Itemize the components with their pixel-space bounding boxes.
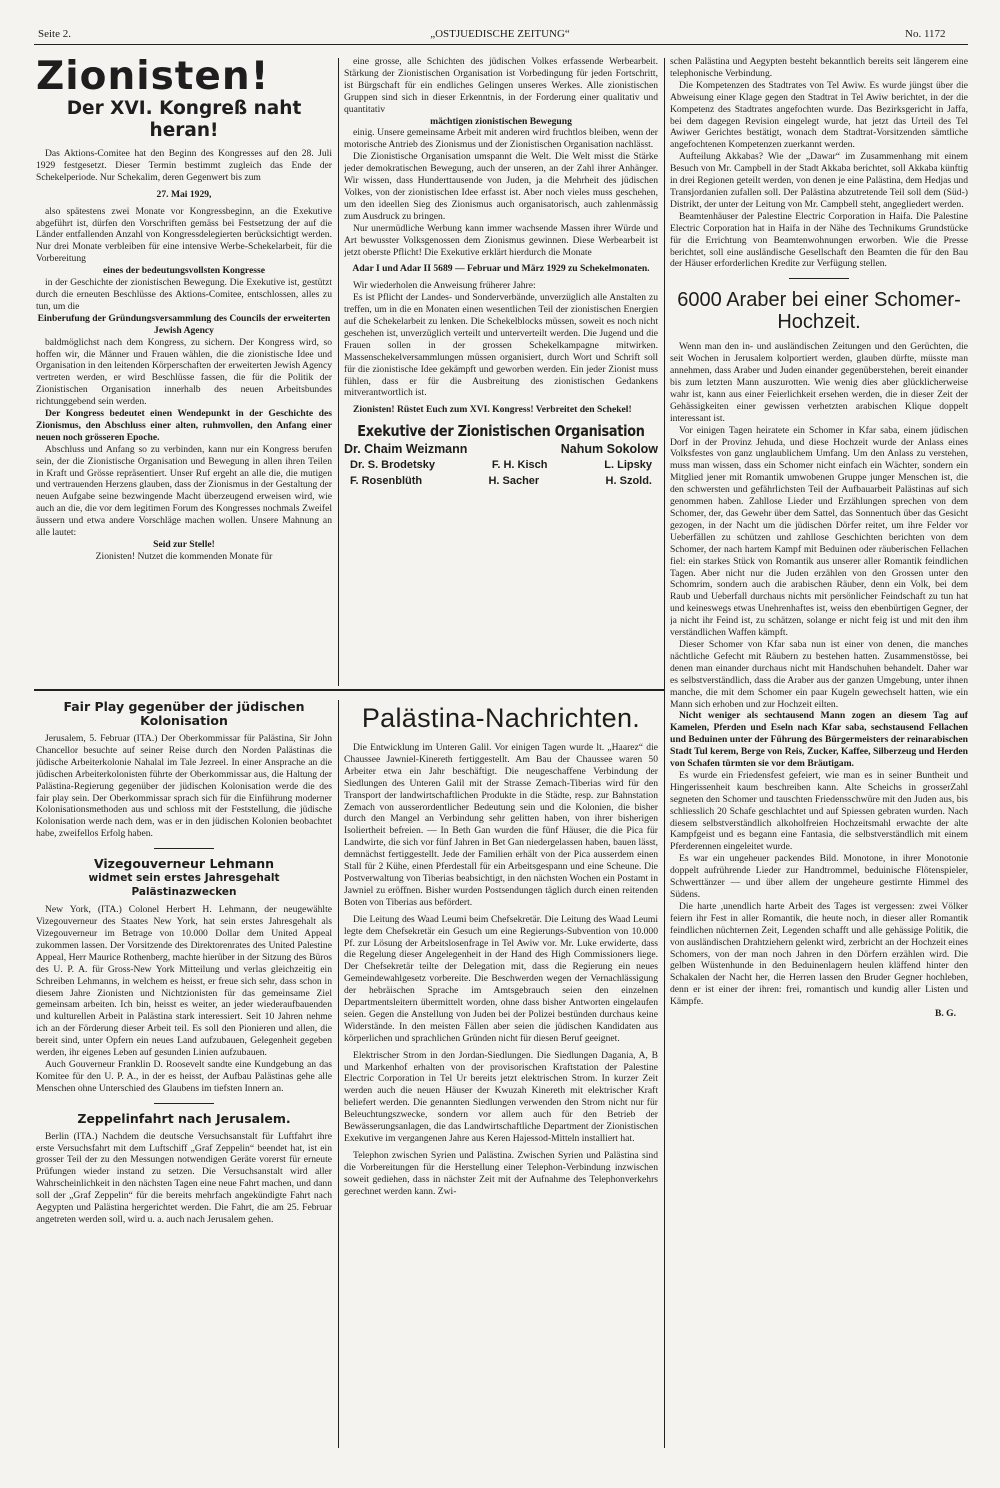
paragraph: in der Geschichte der zionistischen Bewegung. Die Exekutive ist, gestützt durch die erneuten Beschlüsse des Aktions-Comitee, entschlossen, alles zu tun, um die (36, 277, 332, 312)
signatory: Dr. S. Brodetsky (350, 459, 435, 472)
newspaper-name: „OSTJUEDISCHE ZEITUNG“ (430, 28, 570, 40)
author-signature: B. G. (934, 1008, 956, 1020)
emphasis: Adar I und Adar II 5689 — Februar und März 1929 zu Schekelmonaten. (352, 263, 650, 275)
bottom-left-column (36, 700, 332, 1450)
signatory: Nahum Sokolow (560, 442, 658, 457)
paragraph: Jerusalem, 5. Februar (ITA.) Der Oberkommissar für Palästina, Sir John Chancellor besuchte auf seiner Reise durch den Norden Palästinas die jüdische Arbeiterkolonie Nahalal im Tale Jezreel. In einer Ansprache an die jüdischen Arbeiterkolonisten führte der Oberkommissar aus, die Haltung der Palästina-Regierung gegenüber der jüdischen Kolonisation werde die des fair play sein. Der Oberkommissar sprach sich für die Einführung moderner Kolonisationsmethoden aus und schloss mit der Feststellung, die jüdische Kolonisation werde nach dem, was er in den jüdischen Kolonien beobachtet habe, zweifellos Erfolg haben. (36, 733, 332, 840)
headline-palaestina-nachrichten: Palästina-Nachrichten. (361, 703, 641, 733)
header-rule (34, 44, 968, 45)
signatory: L. Lipsky (604, 459, 652, 472)
paragraph: Zionisten! Nutzet die kommenden Monate für (95, 550, 273, 562)
short-rule (154, 848, 214, 849)
news-item: Elektrischer Strom in den Jordan-Siedlungen. Die Siedlungen Dagania, A, B und Markenhof erhalten von der provisorischen Kraftstation der Palestine Electric Corporation in Tel Ur bereits jetzt elektrischen Strom. In kurzer Zeit werden auch die neuen Häuser der Kwuzah Kinereth mit elektrischer Kraft beliefert werden. Die genannten Siedlungen verwenden den Strom nicht nur für Beleuchtungszwecke, sondern vor allem auch für den Betrieb der Bewässerungsanlagen, die das Landwirtschaftliche Department der Zionistischen Exekutive im vergangenen Jahre aus Keren Hajessod-Mitteln installiert hat. (344, 1049, 658, 1144)
emphasis: Nicht weniger als sechtausend Mann zogen an diesem Tag auf Kamelen, Pferden und Eseln nach Kfar saba, sechstausend Fellachen und Beduinen unter der Führung des Bürgermeisters der reinarabischen Stadt Tul kerem, Berge von Reis, Zucker, Kaffee, Silberzeug und Herden von Schafen türmten sie vor dem Bräutigam. (670, 710, 968, 770)
column-divider (664, 58, 665, 1448)
signatory: H. Sacher (488, 475, 540, 488)
news-item: Aufteilung Akkabas? Wie der „Dawar“ im Zusammenhang mit einem Besuch von Mr. Campbell in der Stadt Akkaba berichtet, soll Akkaba künftig in drei Regionen geteilt werden, von denen je eine Palästina, dem Hedjas und Transjordanien zufallen soll. Der Palästina abzutretende Teil soll dem (Süd-) Distrikt, der unter der Leitung von Mr. Campbell steht, angegliedert werden. (670, 151, 968, 210)
issue-number: No. 1172 (905, 28, 946, 40)
news-item: Beamtenhäuser der Palestine Electric Corporation in Haifa. Die Palestine Electric Corporation hat in Haifa in der Nähe des Technikums Grundstücke für die Errichtung von Beamtenwohnungen erworben. Wie die Presse berichtet, soll eine ausländische Gesellschaft den Beamten die für den Bau der Häuser erforderlichen Kredite zur Verfügung stellen. (670, 210, 968, 270)
news-item: Telephon zwischen Syrien und Palästina. Zwischen Syrien und Palästina sind die Vorbereitungen für die Herstellung einer Telephon-Verbindung inzwischen soweit gediehen, dass in nächster Zeit mit der Aufnahme des Telephonverkehrs gerechnet werden kann. Zwi- (344, 1149, 658, 1197)
date-highlight: 27. Mai 1929, (156, 188, 212, 200)
signatory: F. H. Kisch (491, 459, 548, 472)
short-rule (154, 1103, 214, 1104)
paragraph: schen Palästina und Aegypten besteht bekanntlich bereits seit längerem eine telephonische Verbindung. (670, 56, 968, 79)
signatories (344, 441, 658, 489)
zionisten-article (36, 56, 332, 686)
emphasis: eines der bedeutungsvollsten Kongresse (103, 265, 265, 277)
paragraph: baldmöglichst nach dem Kongress, zu sichern. Der Kongress wird, so hoffen wir, die Männer und Frauen wählen, die die zionistische Idee und Organisation in den leitenden Körperschaften der erweiterten Jewish Agency vertreten werden, er wird Beschlüsse fassen, die für die Politik der Zionistischen Organisation innerhalb des neuen Arbeitsbundes richtunggebend sein werden. (36, 336, 332, 408)
signatory: Dr. Chaim Weizmann (344, 442, 468, 457)
paragraph: Die Zionistische Organisation umspannt die Welt. Die Welt misst die Stärke jeder demokratischen Bewegung, auch der unseren, an der Zahl ihrer Anhänger. Wir wissen, dass Hunderttausende von Juden, ja die Mehrheit des jüdischen Volkes, von der zionistischen Idee erfasst ist. Aber noch vieles muss geschehen, um den ideellen Sieg des Zionismus auch organisatorisch, auch zahlenmässig zum Ausdruck zu bringen. (344, 151, 658, 222)
emphasis: mächtigen zionistischen Bewegung (430, 115, 572, 127)
paragraph: Es war ein ungeheuer packendes Bild. Monotone, in ihrer Monotonie doppelt aufrührende Lieder zur Handtrommel, beduinische Flötenspieler, Schwerttänzer — und über allem der ungeheure gestirnte Himmel des Südens. (670, 853, 968, 900)
signatory: H. Szold. (605, 475, 652, 488)
section-rule (34, 689, 664, 691)
headline-fair-play: Fair Play gegenüber der jüdischen Kolonisation (63, 700, 305, 728)
signatory: F. Rosenblüth (350, 475, 423, 488)
paragraph: einig. Unsere gemeinsame Arbeit mit anderen wird fruchtlos bleiben, wenn der motorische Antrieb des Zionismus und der Zionistischen Organisation nachlässt. (344, 127, 658, 151)
column-divider (338, 58, 339, 686)
news-item: Die Leitung des Waad Leumi beim Chefsekretär. Die Leitung des Waad Leumi legte dem Chefsekretär ein Gesuch um eine Regierungs-Subvention von 10.000 Pf. zur Lösung der Arbeitslosenfrage in Tel Awiw vor. Mr. Luke erwiderte, dass die Regelung dieser Angelegenheit in der Hand des High Commissioners liege. Der Chefsekretär teilte der Delegation mit, dass die Regierung ein neues Gemeindewahlgesetz vorbereite. Die Beschwerden wegen der Vernachlässigung der hebräischen Sprache im Amtsgebrauch seien den einzelnen Departmentsleitern übermittelt worden, ohne dass bisher Antworten eingelaufen seien. Gegen die Anstellung von Juden bei der Polizei bestünden durchaus keine Widerstände. In den meisten Fällen aber seien die jüdischen Kandidaten aus körperlichen und sprachlichen Gründen nicht für diesen Beruf geeignet. (344, 913, 658, 1044)
paragraph: New York, (ITA.) Colonel Herbert H. Lehmann, der neugewählte Vizegouverneur des Staates New York, hat sein erstes Jahresgehalt als Vizegouverneur im Betrage von 10.000 Dollar dem United Appeal zukommen lassen. Der Vorsitzende des Direktorenrates des United Palestine Appeal, Herr Maurice Rothenberg, machte hierüber in der Sitzung des Büros des U. P. A. für Gross-New York Mitteilung und verlas gleichzeitig ein Schreiben Lehmanns, in welchem es heisst, er freue sich sehr, dass schon in diesem Jahre Zionisten und Nichtzionisten für das gemeinsame Ziel gemeinsam arbeiten. Ich bin, heisst es weiter, an jeder wiederaufbauenden und kulturellen Arbeit in Palästina stark interessiert. Seit 10 Jahren nehme ich an der Förderung dieser Arbeit teil. Es soll den Pionieren und allen, die bereit sind, unter Opfern ein neues Land aufzubauen, Gelegenheit gegeben werden, ihr eigenes Leben auf gesunden Linien aufzubauen. (36, 904, 332, 1059)
paragraph: Die harte ,unendlich harte Arbeit des Tages ist vergessen: zwei Völker feiern ihr Fest in aller Romantik, die heute noch, in dieser aller Romantik feindlichen nüchternen Zeit, Legenden schafft und alle gehässige Politik, die von ausländischen Drahtziehern gelenkt wird, zerbricht an der Hochzeit eines Schomers, von der man noch Jahren in den Dörfern erzählen wird. Die gelben Wüstenhunde in den Beduinenlagern heulen kläffend hinter den Schakalen der Nacht her, die Herren lassen den Bruder Gegner hochleben, denn er ist einer der ihren: frei, romantisch und kundig aller Listen und Kämpfe. (670, 900, 968, 1008)
paragraph: Dieser Schomer von Kfar saba nun ist einer von denen, die manches nächtliche Gefecht mit Räubern zu bestehen hatten. Zusammenstösse, bei denen man einander durchaus nicht mit Handschuhen behandelt. Daher war es selbstverständlich, dass die Araber aus der ganzen Umgebung, unter ihnen manche, die mit dem Schomer ein paar Kugeln gewechselt hatten, wie ein Mann sich erhoben und zur Hochzeit eilten. (670, 638, 968, 710)
paragraph: Nur unermüdliche Werbung kann immer wachsende Massen ihrer Würde und Art bewusster Volksgenossen dem Zionismus gewinnen. Diese Werbearbeit ist jetzt oberste Pflicht! Die Exekutive erklärt hierdurch die Monate (344, 222, 658, 258)
exekutive-title: Exekutive der Zionistischen Organisation (357, 422, 645, 441)
headline-zeppelin: Zeppelinfahrt nach Jerusalem. (77, 1110, 291, 1126)
short-rule (789, 278, 849, 279)
paragraph: Es wurde ein Friedensfest gefeiert, wie man es in seiner Buntheit und Hingerissenheit kaum beschreiben kann. Alte Scheichs in grosserZahl segneten den Schomer und tauschten Friedensschwüre mit den Juden aus, bis schliesslich 20 Schafe geschlachtet und auf Spiessen gebraten wurden. Nach diesem selbstverständlich alkoholfreien Hochzeitsmahl erwachte der alte Kampfgeist und es begann eine Fantasia, die selbstverständlich mit einem Pferderennen eingeleitet wurde. (670, 769, 968, 853)
emphasis: Seid zur Stelle! (153, 539, 215, 550)
paragraph: Abschluss und Anfang so zu verbinden, kann nur ein Kongress berufen sein, der die Zionistische Organisation und Bewegung in allen ihren Teilen in Kraft und Grösse repräsentiert. Unser Ruf ergeht an alle die, die mutigen und vertrauenden Herzens glauben, dass der Zionismus in der Gestaltung der neuen Aufgabe seine bezwingende Macht überzeugend erweisen wird, wie auch an die, die vor dem legitimen Forum des Kongresses nochmals Zweifel äussern und etwa andere Vorschläge machen wollen. Unsere Mahnung an alle lautet: (36, 443, 332, 539)
headline-schomer-hochzeit: 6000 Araber bei einer Schomer-Hochzeit. (677, 289, 961, 334)
emphasis: Einberufung der Gründungsversammlung des Councils der erweiterten Jewish Agency (37, 312, 331, 336)
paragraph: Auch Gouverneur Franklin D. Roosevelt sandte eine Kundgebung an das Komitee für den U. P. A., in der es heisst, der Aufbau Palästinas gehe alle Menschen ohne Unterschied des Glaubens im tiefsten Innern an. (36, 1058, 332, 1094)
news-item: Die Entwicklung im Unteren Galil. Vor einigen Tagen wurde lt. „Haarez“ die Chaussee Jawniel-Kinereth fertiggestellt. Am Bau der Chaussee waren 50 Arbeiter etwa ein Jahr beschäftigt. Die neugeschaffene Verbindung der Siedlungen des Unteren Galil mit der Strasse Zemach-Tiberias wird für den Transport der landwirtschaftlichen Produkte in die Städte, resp. zur Bahnstation Zemach von ausserordentlicher Bedeutung sein und die Kolonien, die bisher durch den Mangel an Verbindung sehr gelitten haben, von ihrer bisherigen Isoliertheit befreien. — In Beth Gan wurden die fünf Häuser, die die Pica für Landwirte, die sich vor fünf Jahren in Bet Gan niedergelassen haben, bauen lässt, demnächst fertiggestellt. Jede der Familien erhält von der Pica ausserdem einen Stall für 2 Kühe, einen Pferdestall für ein Arbeitsgespann und eine Scheune. Die Postverwaltung von Tiberias beabsichtigt, in den nächsten Wochen ein Postamt in Jawniel zu eröffnen. Bisher wurden Postsendungen täglich durch einen reitenden Boten von Tiberias aus befördert. (344, 742, 658, 908)
paragraph: Wir wiederholen die Anweisung früherer Jahre: (353, 280, 536, 292)
paragraph: also spätestens zwei Monate vor Kongressbeginn, an die Exekutive abgeführt ist, dürfen den Vorschriften gemäss bei Festsetzung der auf die Länder entfallenden Anzahl von Kongressdelegierten berücksichtigt werden. Nur drei Monate verbleiben für eine intensive Werbe-Schekelarbeit, für die Vorbereitung (36, 205, 332, 265)
page-number: Seite 2. (38, 28, 71, 40)
emphasis: Der Kongress bedeutet einen Wendepunkt in der Geschichte des Zionismus, den Abschluss einer alten, ruhmvollen, den Anfang einer neuen noch grösseren Epoche. (36, 408, 332, 443)
palaestina-nachrichten (344, 700, 658, 1450)
headline-kongress: Der XVI. Kongreß naht heran! (66, 98, 302, 141)
subheadline-lehmann: widmet sein erstes Jahresgehalt Palästinazwecken (88, 872, 280, 899)
paragraph: Das Aktions-Comitee hat den Beginn des Kongresses auf den 28. Juli 1929 festgesetzt. Dieser Termin bestimmt zugleich das Ende der Schekelperiode. Nur Schekalim, deren Gegenwert bis zum (36, 148, 332, 183)
right-column (670, 56, 968, 1448)
headline-lehmann: Vizegouverneur Lehmann (93, 856, 275, 872)
paragraph: Wenn man den in- und ausländischen Zeitungen und den Gerüchten, die seit Wochen in Jerusalem kolportiert werden, glauben dürfte, müsste man annehmen, dass Araber und Juden einander gegenüberstehen, bereit einander bis zum letzten Mann auszurotten. Wie wenig dies aber glücklicherweise wahr ist, kann aus einer Feierlichkeit ersehen werden, die in dieser Zeit der Gehässigkeiten einer gewissen verhetzten arabischen Klique doppelt interessant ist. (670, 341, 968, 424)
column-divider (338, 700, 339, 1448)
zionisten-article-continued (344, 56, 658, 686)
headline-zionisten: Zionisten! (36, 56, 270, 99)
news-item: Die Kompetenzen des Stadtrates von Tel Awiw. Es wurde jüngst über die Abweisung einer Klage gegen den Stadtrat in Tel Awiw berichtet, in der die Kompetenz des Stadtrates angefochten wurde. Das Bezirksgericht in Jaffa, bei dem dagegen Revision eingelegt wurde, hat jetzt das Urteil des Tel Awiwer Gerichtes bestätigt, wonach dem Stadtrat-Vorsitzenden sämtliche angefochtenen Kompetenzen zuerkannt werden. (670, 79, 968, 151)
paragraph: Es ist Pflicht der Landes- und Sonderverbände, unverzüglich alle Anstalten zu treffen, um in die en Monaten einen wesentlichen Teil der zionistischen Energien auf die Schekelarbeit zu lenken. Die Schekelblocks müssen, soweit es noch nicht geschehen ist, unverzüglich verteilt und unterverteilt werden. Die Jugend und die Frauen sollen in der grossen Schekelkampagne mitwirken. Massenschekelversammlungen müssen organisiert, durch Wort und Schrift soll für die zionistische Idee gekämpft und geworben werden. Ein jeder Zionist muss fühlen, dass er für die Ausbreitung des zionistischen Gedankens mitverantwortlich ist. (344, 292, 658, 399)
call-to-action: Zionisten! Rüstet Euch zum XVI. Kongress! Verbreitet den Schekel! (353, 404, 632, 416)
paragraph: eine grosse, alle Schichten des jüdischen Volkes erfassende Werbearbeit. Stärkung der Zionistischen Organisation ist Vorbedingung für jeden Fortschritt, ist Bürgschaft für ein endliches Gelingen unseres Werkes. Alle zionistischen Gruppen sind sich in dieser Erkenntnis, in der Forderung einer qualitativ und quantitativ (344, 56, 658, 115)
paragraph: Berlin (ITA.) Nachdem die deutsche Versuchsanstalt für Luftfahrt ihre erste Versuchsfahrt mit dem Luftschiff „Graf Zeppelin“ beendet hat, ist ein grosser Teil der zu den Messungen notwendigen Geräte vorerst für erneute Prüfungen wieder instand zu setzen. Die Versuchsanstalt wird aller Wahrscheinlichkeit in den nächsten Tagen eine neue Fahrt machen, und dann soll der „Graf Zeppelin“ für die bereits mehrfach angekündigte Fahrt nach Aegypten und Palästina hergerichtet werden. Die Fahrt, die am 25. Februar angetreten werden soll, wird u. a. auch nach Jerusalem gehen. (36, 1130, 332, 1225)
paragraph: Vor einigen Tagen heiratete ein Schomer in Kfar saba, einem jüdischen Dorf in der Provinz Jehuda, und diese Hochzeit wurde der Anlass eines Volksfestes von ganz unglaublichem Umfang. Um den Anlass zu verstehen, muss man wissen, dass ein Schomer nicht einfach ein Wächter, sondern ein Mitglied jener mit Romantik umwobenen Gruppe junger Menschen ist, die den schwersten und gefährlichsten Teil der Aufbauarbeit Palästinas auf sich genommen haben. Zahllose Lieder und Erzählungen sprechen von dem Schomer, der, das Gewehr über dem Sattel, das Sonnentuch über das Gesicht gezogen, in der Nacht um die jüdischen Dörfer reitet, um ihre Felder vor Ueberfällen zu schützen und zahllose Geschichten berichten von dem Schomer, der nach hartem Kampf mit Beduinen oder räuberischen Fellachen fiel: ein starkes Stück von Romantik aus unserer aller Romantik feindlichen Tagen. Aber nicht nur die Juden erzählen von den Grossen unter den Schomrim, sondern auch die arabischen Räuber, denn ein Volk, bei dem Raub und Ueberfall durchaus nichts mit persönlicher Feindschaft zu tun hat und keineswegs etwas Unehrenhaftes ist, weiss den ebenbürtigen Gegner, der ja nicht ihr Feind ist, zu schätzen, solange er nicht feig ist und mit den ihm verständlichen Waffen kämpft. (670, 424, 968, 639)
